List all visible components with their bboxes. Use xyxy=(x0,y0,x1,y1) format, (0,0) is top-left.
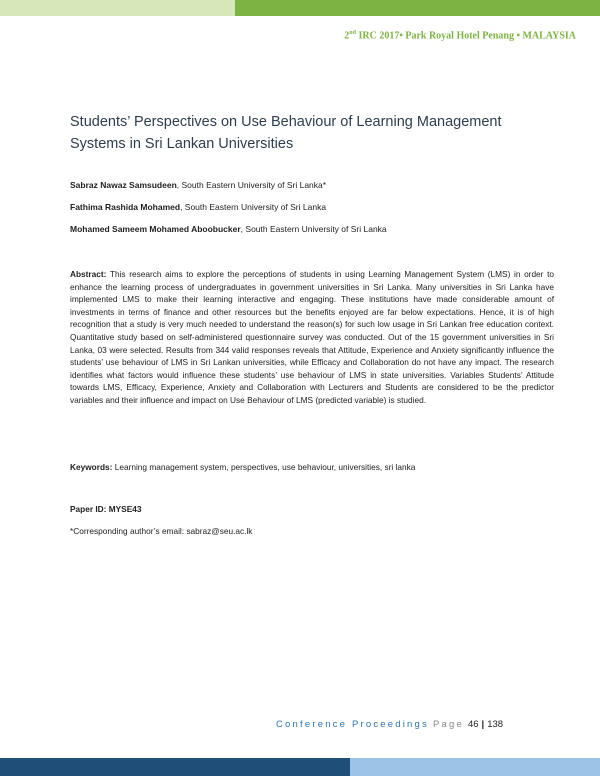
keywords-text: Learning management system, perspectives, use behaviour, universities, sri lanka xyxy=(112,462,416,472)
footer-total-pages: 138 xyxy=(487,719,504,730)
abstract-paragraph xyxy=(70,268,554,407)
author-name: Mohamed Sameem Mohamed Aboobucker xyxy=(70,224,241,234)
conference-venue: Park Royal Hotel Penang xyxy=(405,30,514,42)
author-line xyxy=(70,202,326,212)
footer-page-number: 46 xyxy=(467,719,479,730)
conference-number: 2 xyxy=(344,30,350,42)
conference-ordinal: nd xyxy=(349,30,356,36)
corresponding-email: *Corresponding author’s email: sabraz@seu.ac.lk xyxy=(70,526,253,536)
conference-country: MALAYSIA xyxy=(522,30,576,42)
conference-name: IRC 2017 xyxy=(355,30,400,42)
author-affiliation: , South Eastern University of Sri Lanka* xyxy=(176,180,327,190)
abstract-text: This research aims to explore the perceptions of students in using Learning Management System (LMS) in order to enhance the learning process of undergraduates in government universities in Sri Lanka. Many universities in Sri Lanka have implemented LMS to make their learning interactive and engaging. These institutions have made considerable amount of investments in terms of finance and other resources but the benefits enjoyed are far below expectations. Hence, it is of high recognition that a study is very much needed to understand the reason(s) for such low usage in Sri Lankan free education context. Quantitative study based on self-administered questionnaire survey was conducted. Out of the 15 government universities in Sri Lanka, 03 were selected. Results from 344 valid responses reveals that Attitude, Experience and Anxiety significantly influence the students’ use behaviour of LMS in Sri Lankan universities, while Efficacy and Collaboration do not have any impact. The research identifies what factors would influence these students’ use behaviour of LMS in state universities. Variables Students’ Attitude towards LMS, Efficacy, Experience, Anxiety and Collaboration with Lecturers and Students are considered to be the predictor variables and their influence and impact on Use Behaviour of LMS (predicted variable) is studied. xyxy=(70,269,554,405)
top-band-green-segment xyxy=(235,0,600,16)
author-name: Sabraz Nawaz Samsudeen xyxy=(70,180,177,190)
footer-page-word: Page xyxy=(432,719,464,730)
author-affiliation: , South Eastern University of Sri Lanka xyxy=(240,224,387,234)
header-bullet: • xyxy=(516,30,520,42)
header-bullet: • xyxy=(399,30,403,42)
paper-title: Students’ Perspectives on Use Behaviour of Learning Management Systems in Sri Lankan Universities xyxy=(70,114,502,152)
bottom-color-band xyxy=(0,758,600,776)
top-band-light-segment xyxy=(0,0,235,16)
bottom-band-dark-segment xyxy=(0,758,350,776)
keywords-paragraph xyxy=(70,461,554,474)
footer-label: Conference Proceedings xyxy=(276,719,429,730)
paper-id: Paper ID: MYSE43 xyxy=(70,504,142,514)
page-footer xyxy=(276,719,503,730)
author-line xyxy=(70,180,326,190)
bottom-band-light-segment xyxy=(350,758,600,776)
conference-header xyxy=(344,30,576,41)
keywords-label: Keywords: xyxy=(70,462,113,472)
footer-separator: | xyxy=(481,719,485,730)
abstract-label: Abstract: xyxy=(70,269,107,279)
author-affiliation: , South Eastern University of Sri Lanka xyxy=(180,202,327,212)
top-color-band xyxy=(0,0,600,16)
author-line xyxy=(70,224,387,234)
author-name: Fathima Rashida Mohamed xyxy=(70,202,181,212)
